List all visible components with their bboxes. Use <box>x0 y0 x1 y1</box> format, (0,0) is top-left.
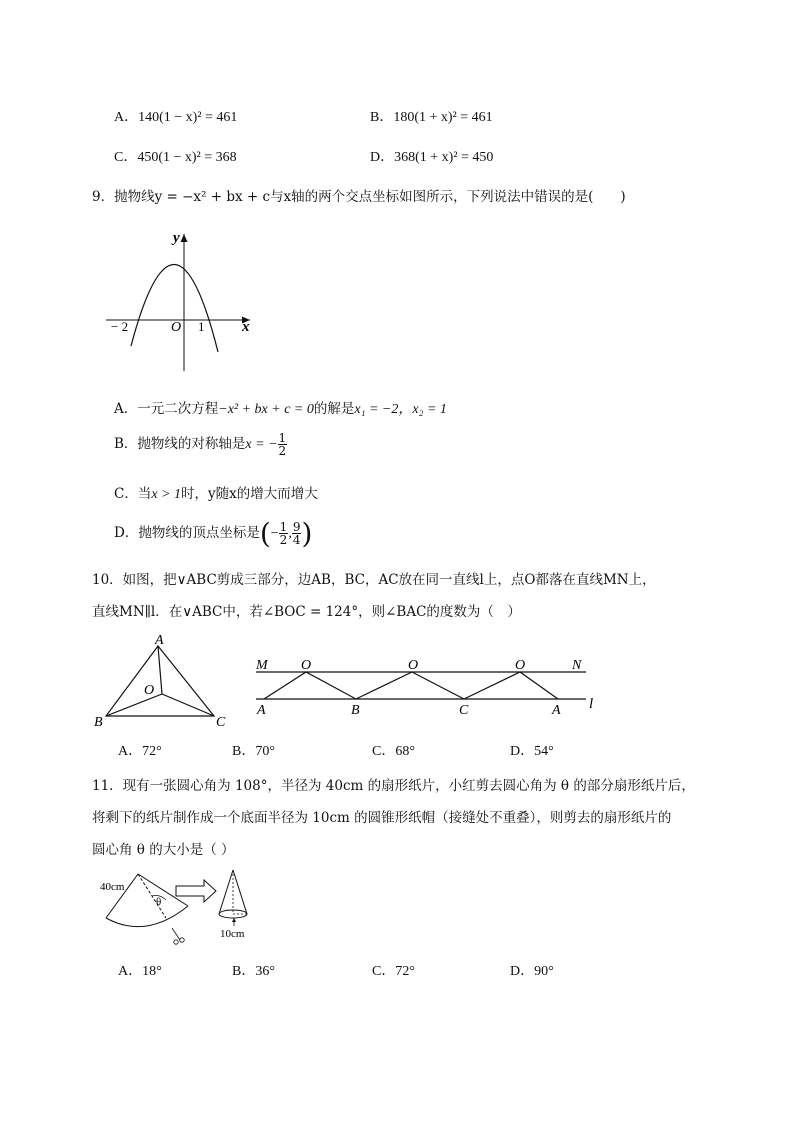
q10-label-a1: A <box>257 703 266 718</box>
q9-option-a <box>114 397 447 418</box>
q9-option-c-condition: x > 1 <box>151 487 182 502</box>
cone-icon <box>219 870 247 926</box>
q9-stem: 9．抛物线y = −x² + bx + c与x轴的两个交点坐标如图所示，下列说法中错误的是( ) <box>92 189 626 205</box>
q9-parabola-figure <box>100 228 260 378</box>
q10-option-c: C．68° <box>372 744 415 759</box>
q8-option-b: B．180(1 + x)² = 461 <box>370 110 493 125</box>
q11-stem-line3: 圆心角 θ 的大小是（ ） <box>92 842 235 858</box>
q9-option-d-denominator-x: 2 <box>279 533 288 547</box>
q9-option-b-text: B．抛物线的对称轴是 <box>114 436 246 452</box>
q9-option-b-denominator: 2 <box>278 444 287 458</box>
q9-option-a-text: A．一元二次方程 <box>114 401 219 417</box>
q10-stem-line1: 10．如图，把∨ABC剪成三部分，边AB，BC，AC放在同一直线l上，点O都落在直线MN上， <box>92 572 656 588</box>
q11-base-label: 10cm <box>220 928 245 940</box>
q10-label-m: M <box>256 658 268 673</box>
q9-right-root-label: 1 <box>198 319 205 334</box>
q10-label-o3: O <box>515 658 526 673</box>
q9-option-d: D．抛物线的顶点坐标是(− $\frac{1}{2}$ , $\frac{9}{4}$ ) <box>114 517 313 550</box>
q9-option-d-numerator-x: 1 <box>279 520 288 534</box>
q10-label-b: B <box>94 715 103 730</box>
q10-label-a: A <box>155 633 164 648</box>
q9-option-c <box>114 482 318 503</box>
q9-option-c-rest: 时，y随x的增大而增大 <box>181 486 318 502</box>
q9-option-d-fraction-y <box>292 521 302 546</box>
q9-option-d-denominator-y: 4 <box>292 533 301 547</box>
q9-option-d-numerator-y: 9 <box>292 520 301 534</box>
q9-option-c-text: C．当 <box>114 486 152 502</box>
q10-option-b: B．70° <box>232 744 275 759</box>
q11-option-d: D．90° <box>510 964 554 979</box>
q10-label-n: N <box>572 658 582 673</box>
q10-label-o1: O <box>301 658 312 673</box>
q9-option-b <box>114 432 287 457</box>
q9-option-b-numerator: 1 <box>278 431 287 445</box>
q10-label-c2: C <box>459 703 469 718</box>
q10-triangle-figure <box>92 630 242 740</box>
q9-x-axis-label: x <box>242 319 250 335</box>
q9-origin-label: O <box>171 320 182 335</box>
q9-option-b-lhs: x = − <box>245 437 278 452</box>
q11-sector-cone-figure <box>96 866 276 946</box>
q8-option-a: A．140(1 − x)² = 461 <box>114 110 238 125</box>
q10-option-d: D．54° <box>510 744 554 759</box>
q11-option-c: C．72° <box>372 964 415 979</box>
q9-left-root-label: − 2 <box>111 319 129 334</box>
q10-label-o: O <box>144 683 155 698</box>
q11-theta-label: θ <box>156 896 162 908</box>
q11-stem-line1: 11．现有一张圆心角为 108°，半径为 40cm 的扇形纸片，小红剪去圆心角为 θ 的部分扇形纸片后， <box>92 778 695 794</box>
q9-option-d-text: D．抛物线的顶点坐标是 <box>114 525 260 541</box>
q9-option-b-fraction <box>278 432 288 457</box>
q9-option-a-equation: −x² + bx + c = 0 <box>218 402 314 417</box>
q10-stem-line2: 直线MN∥l．在∨ABC中，若∠BOC = 124°，则∠BAC的度数为（ ） <box>92 604 521 620</box>
q9-option-a-solution: x₁ = −2，x₂ = 1 <box>354 402 447 417</box>
q8-option-d: D．368(1 + x)² = 450 <box>370 150 494 165</box>
q10-label-a2: A <box>552 703 561 718</box>
arrow-right-icon <box>176 880 216 902</box>
q9-y-axis-label: y <box>173 230 180 246</box>
q10-label-b2: B <box>351 703 360 718</box>
q10-option-a: A．72° <box>118 744 162 759</box>
q10-label-l: l <box>589 696 594 712</box>
q9-option-d-fraction-x <box>279 521 289 546</box>
q10-parallel-lines-figure <box>250 652 610 722</box>
scissors-icon <box>172 928 184 944</box>
q10-label-o2: O <box>408 658 419 673</box>
q11-radius-label: 40cm <box>100 881 125 893</box>
q11-option-b: B．36° <box>232 964 275 979</box>
q8-option-c: C．450(1 − x)² = 368 <box>114 150 237 165</box>
q11-option-a: A．18° <box>118 964 162 979</box>
q11-stem-line2: 将剩下的纸片制作成一个底面半径为 10cm 的圆锥形纸帽（接缝处不重叠），则剪去的扇形纸片的 <box>92 810 672 826</box>
q9-option-a-mid: 的解是 <box>313 401 355 417</box>
q10-label-c: C <box>216 715 226 730</box>
